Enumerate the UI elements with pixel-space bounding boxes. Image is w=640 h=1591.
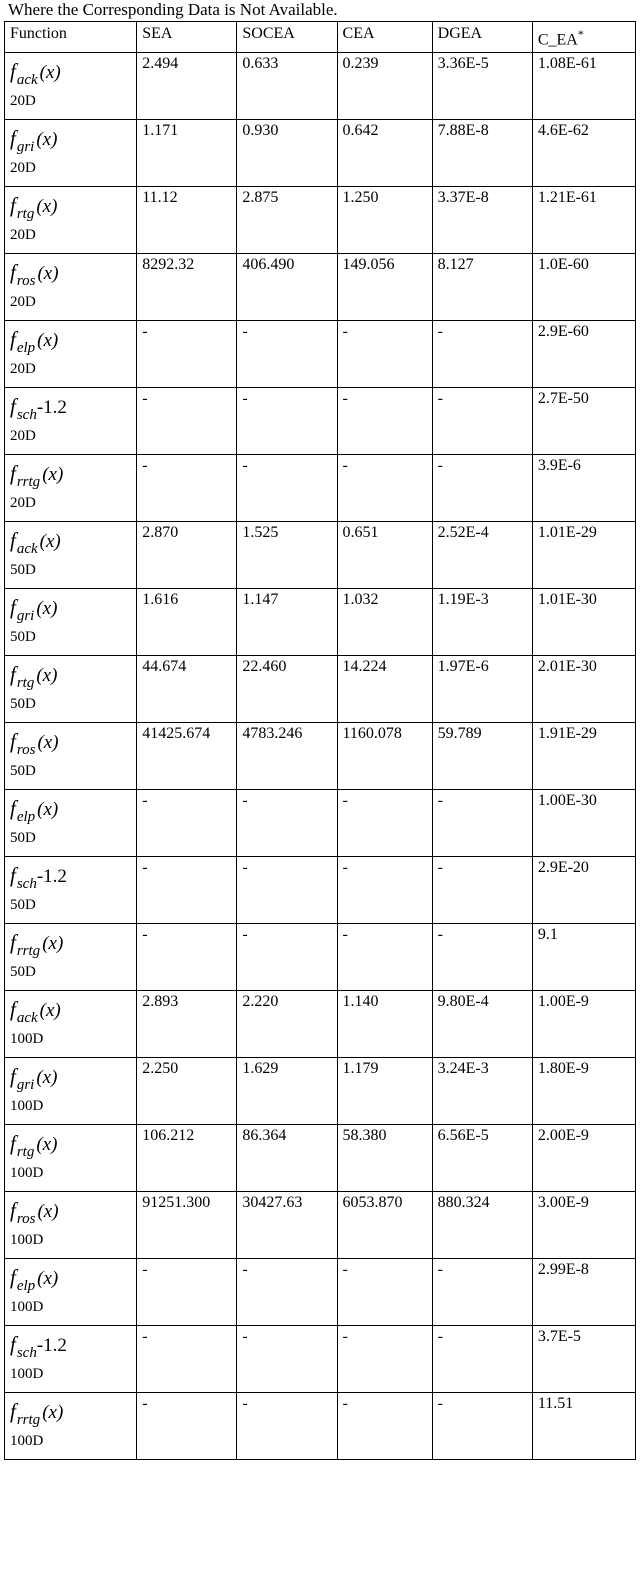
function-expression	[10, 859, 132, 892]
function-cell	[5, 723, 137, 790]
function-symbol: f	[10, 930, 16, 955]
function-dimension: 100D	[10, 1432, 44, 1449]
function-cell	[5, 187, 137, 254]
function-symbol: f	[10, 1198, 16, 1223]
c-ea-value: 3.00E-9	[532, 1192, 635, 1259]
function-expression	[10, 1261, 132, 1294]
dgea-value: 3.37E-8	[432, 187, 532, 254]
socea-value: 4783.246	[237, 723, 337, 790]
c-ea-value: 11.51	[532, 1393, 635, 1460]
c-ea-value: 2.01E-30	[532, 656, 635, 723]
function-expression	[10, 792, 132, 825]
socea-value: -	[237, 321, 337, 388]
function-subscript: rrtg	[16, 1411, 41, 1428]
function-symbol: f	[10, 997, 16, 1022]
dgea-value: 1.97E-6	[432, 656, 532, 723]
c-ea-value: 9.1	[532, 924, 635, 991]
c-ea-value: 1.00E-30	[532, 790, 635, 857]
function-symbol: f	[10, 662, 16, 687]
function-cell	[5, 589, 137, 656]
column-header-dgea: DGEA	[432, 22, 532, 53]
table-row	[5, 53, 636, 120]
function-expression	[10, 323, 132, 356]
dgea-value: 9.80E-4	[432, 991, 532, 1058]
function-subscript: gri	[16, 1076, 35, 1093]
function-subscript: ros	[16, 272, 36, 289]
c-ea-value: 1.21E-61	[532, 187, 635, 254]
table-row	[5, 120, 636, 187]
function-dimension: 20D	[10, 427, 36, 444]
c-ea-value: 2.9E-60	[532, 321, 635, 388]
function-symbol: f	[10, 595, 16, 620]
sea-value: -	[137, 924, 237, 991]
function-argument: -1.2	[36, 1335, 67, 1357]
function-expression	[10, 658, 132, 691]
dgea-value: 59.789	[432, 723, 532, 790]
function-dimension: 50D	[10, 628, 36, 645]
c-ea-value: 1.80E-9	[532, 1058, 635, 1125]
sea-value: -	[137, 857, 237, 924]
function-argument: (x)	[37, 1268, 59, 1290]
function-cell	[5, 388, 137, 455]
function-symbol: f	[10, 1332, 16, 1357]
function-dimension: 50D	[10, 762, 36, 779]
function-symbol: f	[10, 193, 16, 218]
function-dimension: 100D	[10, 1231, 44, 1248]
dgea-value: -	[432, 924, 532, 991]
results-table	[4, 21, 636, 1460]
c-ea-value: 3.7E-5	[532, 1326, 635, 1393]
cea-value: 0.642	[337, 120, 432, 187]
dgea-value: -	[432, 1259, 532, 1326]
table-row	[5, 656, 636, 723]
function-subscript: rtg	[16, 674, 35, 691]
sea-value: -	[137, 388, 237, 455]
function-cell	[5, 1125, 137, 1192]
cea-value: 1.179	[337, 1058, 432, 1125]
cea-value: -	[337, 1259, 432, 1326]
function-subscript: sch	[16, 406, 37, 423]
table-row	[5, 1192, 636, 1259]
dgea-value: 2.52E-4	[432, 522, 532, 589]
function-cell	[5, 455, 137, 522]
function-cell	[5, 1393, 137, 1460]
function-expression	[10, 390, 132, 423]
dgea-value: -	[432, 857, 532, 924]
function-cell	[5, 522, 137, 589]
function-expression	[10, 1127, 132, 1160]
function-symbol: f	[10, 729, 16, 754]
function-expression	[10, 1328, 132, 1361]
function-symbol: f	[10, 528, 16, 553]
table-row	[5, 1326, 636, 1393]
function-symbol: f	[10, 59, 16, 84]
function-symbol: f	[10, 327, 16, 352]
table-row	[5, 790, 636, 857]
function-cell	[5, 790, 137, 857]
function-subscript: sch	[16, 875, 37, 892]
c-ea-value: 2.99E-8	[532, 1259, 635, 1326]
c-ea-value: 2.9E-20	[532, 857, 635, 924]
sea-value: -	[137, 1326, 237, 1393]
function-cell	[5, 991, 137, 1058]
function-cell	[5, 1058, 137, 1125]
socea-value: 0.633	[237, 53, 337, 120]
cea-value: 1160.078	[337, 723, 432, 790]
dgea-value: 3.36E-5	[432, 53, 532, 120]
table-row	[5, 522, 636, 589]
socea-value: -	[237, 924, 337, 991]
cea-value: -	[337, 1393, 432, 1460]
c-ea-value: 3.9E-6	[532, 455, 635, 522]
function-cell	[5, 924, 137, 991]
socea-value: 30427.63	[237, 1192, 337, 1259]
function-dimension: 50D	[10, 695, 36, 712]
cea-value: 58.380	[337, 1125, 432, 1192]
function-dimension: 20D	[10, 360, 36, 377]
sea-value: -	[137, 321, 237, 388]
socea-value: 1.629	[237, 1058, 337, 1125]
column-header-cea-star-label: C_EA	[537, 31, 578, 49]
dgea-value: 3.24E-3	[432, 1058, 532, 1125]
socea-value: 2.220	[237, 991, 337, 1058]
sea-value: -	[137, 455, 237, 522]
function-cell	[5, 1192, 137, 1259]
function-symbol: f	[10, 1064, 16, 1089]
dgea-value: -	[432, 790, 532, 857]
sea-value: 44.674	[137, 656, 237, 723]
c-ea-value: 2.00E-9	[532, 1125, 635, 1192]
cea-value: -	[337, 388, 432, 455]
function-subscript: rtg	[16, 205, 35, 222]
c-ea-value: 1.08E-61	[532, 53, 635, 120]
function-argument: (x)	[36, 1067, 58, 1089]
function-expression	[10, 122, 132, 155]
socea-value: -	[237, 857, 337, 924]
function-argument: (x)	[37, 732, 59, 754]
table-body	[5, 53, 636, 1460]
socea-value: -	[237, 1326, 337, 1393]
function-dimension: 100D	[10, 1030, 44, 1047]
function-symbol: f	[10, 461, 16, 486]
sea-value: 11.12	[137, 187, 237, 254]
cea-value: 1.032	[337, 589, 432, 656]
function-symbol: f	[10, 260, 16, 285]
function-expression	[10, 1060, 132, 1093]
function-dimension: 20D	[10, 92, 36, 109]
sea-value: 1.616	[137, 589, 237, 656]
function-dimension: 20D	[10, 159, 36, 176]
dgea-value: -	[432, 1326, 532, 1393]
function-expression	[10, 256, 132, 289]
function-symbol: f	[10, 796, 16, 821]
function-subscript: rrtg	[16, 942, 41, 959]
function-argument: (x)	[37, 1201, 59, 1223]
function-expression	[10, 1194, 132, 1227]
function-dimension: 50D	[10, 829, 36, 846]
cea-value: -	[337, 455, 432, 522]
sea-value: 91251.300	[137, 1192, 237, 1259]
function-expression	[10, 55, 132, 88]
sea-value: 41425.674	[137, 723, 237, 790]
function-argument: (x)	[39, 531, 61, 553]
function-argument: (x)	[37, 263, 59, 285]
function-expression	[10, 591, 132, 624]
c-ea-value: 1.01E-29	[532, 522, 635, 589]
footnote-star-marker: *	[577, 27, 584, 41]
function-argument: (x)	[37, 330, 59, 352]
socea-value: -	[237, 388, 337, 455]
table-row	[5, 388, 636, 455]
cea-value: 149.056	[337, 254, 432, 321]
function-cell	[5, 254, 137, 321]
table-row	[5, 1125, 636, 1192]
dgea-value: -	[432, 321, 532, 388]
function-dimension: 50D	[10, 896, 36, 913]
table-row	[5, 924, 636, 991]
function-cell	[5, 120, 137, 187]
table-row	[5, 723, 636, 790]
sea-value: -	[137, 1393, 237, 1460]
function-argument: (x)	[36, 665, 58, 687]
function-subscript: ack	[16, 1009, 38, 1026]
dgea-value: -	[432, 1393, 532, 1460]
socea-value: -	[237, 1259, 337, 1326]
column-header-function: Function	[5, 22, 137, 53]
dgea-value: 8.127	[432, 254, 532, 321]
table-row	[5, 857, 636, 924]
sea-value: 8292.32	[137, 254, 237, 321]
function-symbol: f	[10, 1131, 16, 1156]
cea-value: 14.224	[337, 656, 432, 723]
function-cell	[5, 857, 137, 924]
table-row	[5, 1259, 636, 1326]
function-argument: (x)	[39, 62, 61, 84]
function-cell	[5, 656, 137, 723]
socea-value: 1.525	[237, 522, 337, 589]
function-subscript: elp	[16, 808, 36, 825]
function-dimension: 100D	[10, 1298, 44, 1315]
socea-value: 86.364	[237, 1125, 337, 1192]
function-expression	[10, 524, 132, 557]
function-dimension: 20D	[10, 293, 36, 310]
column-header-cea-star	[532, 22, 635, 53]
socea-value: 406.490	[237, 254, 337, 321]
function-dimension: 50D	[10, 561, 36, 578]
c-ea-value: 1.91E-29	[532, 723, 635, 790]
socea-value: -	[237, 790, 337, 857]
function-argument: (x)	[36, 129, 58, 151]
function-dimension: 50D	[10, 963, 36, 980]
function-subscript: ack	[16, 71, 38, 88]
function-subscript: rtg	[16, 1143, 35, 1160]
sea-value: 2.250	[137, 1058, 237, 1125]
function-subscript: sch	[16, 1344, 37, 1361]
cea-value: -	[337, 1326, 432, 1393]
function-argument: -1.2	[36, 397, 67, 419]
dgea-value: 1.19E-3	[432, 589, 532, 656]
table-row	[5, 1058, 636, 1125]
function-symbol: f	[10, 863, 16, 888]
dgea-value: -	[432, 388, 532, 455]
function-argument: (x)	[42, 1402, 64, 1424]
sea-value: 2.893	[137, 991, 237, 1058]
socea-value: 0.930	[237, 120, 337, 187]
function-subscript: elp	[16, 1277, 36, 1294]
function-subscript: elp	[16, 339, 36, 356]
c-ea-value: 4.6E-62	[532, 120, 635, 187]
function-subscript: gri	[16, 607, 35, 624]
function-argument: (x)	[37, 799, 59, 821]
function-subscript: ack	[16, 540, 38, 557]
table-row	[5, 1393, 636, 1460]
function-argument: (x)	[36, 1134, 58, 1156]
function-symbol: f	[10, 1265, 16, 1290]
cea-value: -	[337, 857, 432, 924]
cea-value: -	[337, 924, 432, 991]
column-header-sea: SEA	[137, 22, 237, 53]
socea-value: -	[237, 1393, 337, 1460]
cea-value: -	[337, 790, 432, 857]
table-row	[5, 589, 636, 656]
dgea-value: 880.324	[432, 1192, 532, 1259]
cea-value: 1.140	[337, 991, 432, 1058]
function-cell	[5, 1259, 137, 1326]
function-expression	[10, 926, 132, 959]
function-expression	[10, 457, 132, 490]
sea-value: 2.870	[137, 522, 237, 589]
function-expression	[10, 993, 132, 1026]
table-row	[5, 455, 636, 522]
sea-value: 2.494	[137, 53, 237, 120]
function-subscript: gri	[16, 138, 35, 155]
column-header-socea: SOCEA	[237, 22, 337, 53]
cea-value: -	[337, 321, 432, 388]
function-symbol: f	[10, 394, 16, 419]
function-argument: (x)	[36, 196, 58, 218]
function-cell	[5, 321, 137, 388]
cea-value: 1.250	[337, 187, 432, 254]
function-argument: -1.2	[36, 866, 67, 888]
function-expression	[10, 1395, 132, 1428]
table-header-row	[5, 22, 636, 53]
function-dimension: 100D	[10, 1097, 44, 1114]
c-ea-value: 1.0E-60	[532, 254, 635, 321]
dgea-value: -	[432, 455, 532, 522]
function-argument: (x)	[42, 464, 64, 486]
function-subscript: ros	[16, 741, 36, 758]
function-expression	[10, 725, 132, 758]
function-dimension: 20D	[10, 494, 36, 511]
function-expression	[10, 189, 132, 222]
function-symbol: f	[10, 126, 16, 151]
socea-value: 1.147	[237, 589, 337, 656]
c-ea-value: 2.7E-50	[532, 388, 635, 455]
sea-value: 106.212	[137, 1125, 237, 1192]
function-subscript: rrtg	[16, 473, 41, 490]
column-header-cea: CEA	[337, 22, 432, 53]
function-argument: (x)	[42, 933, 64, 955]
function-cell	[5, 1326, 137, 1393]
function-subscript: ros	[16, 1210, 36, 1227]
socea-value: 2.875	[237, 187, 337, 254]
function-argument: (x)	[36, 598, 58, 620]
socea-value: 22.460	[237, 656, 337, 723]
function-dimension: 20D	[10, 226, 36, 243]
table-row	[5, 187, 636, 254]
table-row	[5, 321, 636, 388]
dgea-value: 6.56E-5	[432, 1125, 532, 1192]
table-caption-tail: Where the Corresponding Data is Not Available.	[8, 0, 338, 19]
sea-value: 1.171	[137, 120, 237, 187]
cea-value: 0.651	[337, 522, 432, 589]
cea-value: 0.239	[337, 53, 432, 120]
table-row	[5, 254, 636, 321]
c-ea-value: 1.00E-9	[532, 991, 635, 1058]
sea-value: -	[137, 1259, 237, 1326]
dgea-value: 7.88E-8	[432, 120, 532, 187]
socea-value: -	[237, 455, 337, 522]
c-ea-value: 1.01E-30	[532, 589, 635, 656]
function-dimension: 100D	[10, 1365, 44, 1382]
function-dimension: 100D	[10, 1164, 44, 1181]
function-cell	[5, 53, 137, 120]
function-symbol: f	[10, 1399, 16, 1424]
sea-value: -	[137, 790, 237, 857]
function-argument: (x)	[39, 1000, 61, 1022]
table-row	[5, 991, 636, 1058]
cea-value: 6053.870	[337, 1192, 432, 1259]
